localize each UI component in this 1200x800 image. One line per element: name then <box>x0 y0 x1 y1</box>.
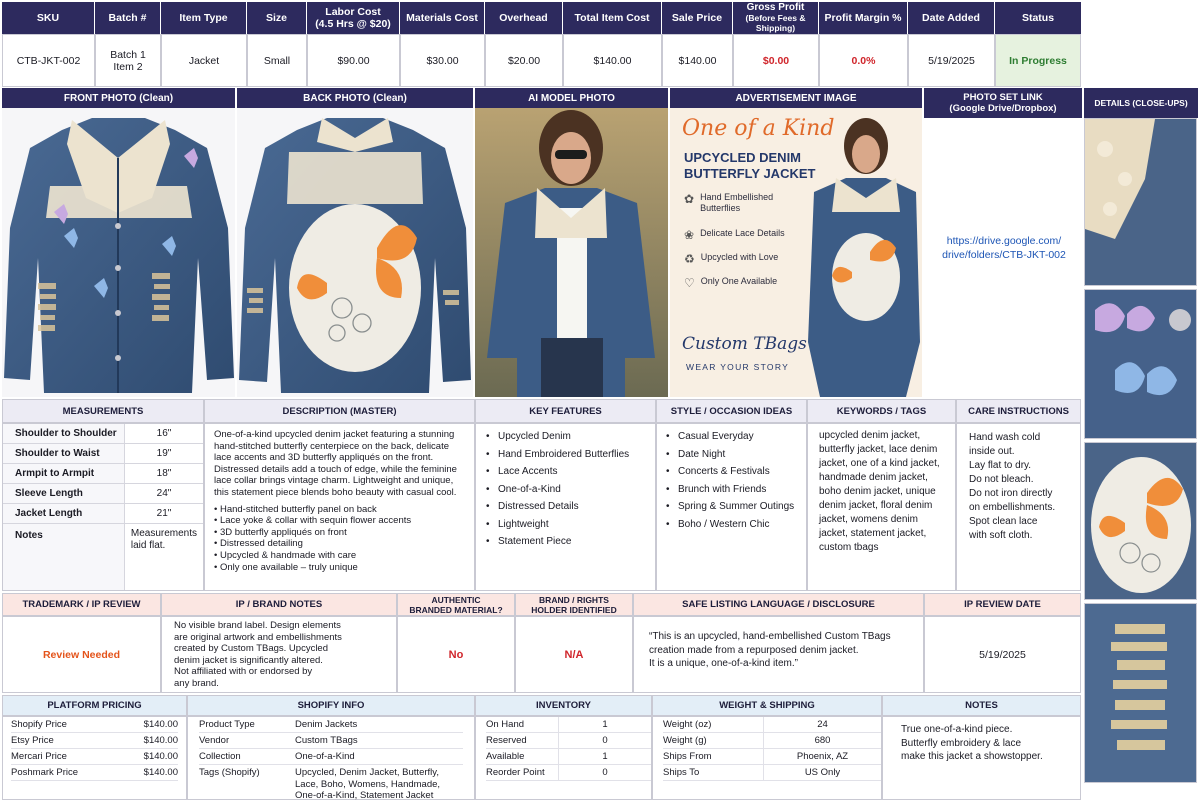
ai-model-illustration <box>475 108 668 397</box>
inventory-value: 1 <box>558 749 651 764</box>
value-status[interactable]: In Progress <box>995 34 1081 87</box>
value-size: Small <box>247 34 307 87</box>
ad-feature <box>684 276 812 300</box>
authentic-header-line2: BRANDED MATERIAL? <box>409 604 503 615</box>
key-feature-item: • Lightweight <box>486 519 645 530</box>
front-photo-header: FRONT PHOTO (Clean) <box>2 88 235 108</box>
shipping-value: US Only <box>763 765 881 780</box>
rights-header-line2: HOLDER IDENTIFIED <box>531 604 617 615</box>
shopify-table <box>187 716 475 800</box>
key-features-cell <box>475 423 656 591</box>
notes-header: NOTES <box>882 695 1081 716</box>
description-bullet: • Only one available – truly unique <box>214 561 358 573</box>
care-line: with soft cloth. <box>969 530 1033 541</box>
recycle-icon: ♻ <box>684 252 695 266</box>
style-idea-item: • Boho / Western Chic <box>666 519 797 530</box>
ad-feature-label: Upcycled with Love <box>700 252 779 262</box>
measurement-value: 21" <box>156 508 172 519</box>
rights-value[interactable]: N/A <box>515 616 633 693</box>
shipping-value: 24 <box>763 717 881 732</box>
header-size: Size <box>247 2 306 34</box>
pricing-value: $140.00 <box>143 719 178 730</box>
description-bullet: • 3D butterfly appliqués on front <box>214 526 347 538</box>
style-idea-item: • Casual Everyday <box>666 431 797 442</box>
description-bullet: • Distressed detailing <box>214 538 303 550</box>
value-batch <box>95 34 161 87</box>
shopify-row <box>199 717 463 733</box>
key-feature-item: • Distressed Details <box>486 501 645 512</box>
pricing-row <box>11 749 178 765</box>
header-materials-cost: Materials Cost <box>400 2 484 34</box>
shopify-tags-line: Lace, Boho, Womens, Handmade, <box>295 778 441 790</box>
measurement-notes-label: Notes <box>3 524 125 590</box>
measurement-row <box>3 484 203 504</box>
ad-feature <box>684 228 812 252</box>
pricing-value: $140.00 <box>143 767 178 778</box>
ad-feature <box>684 252 812 276</box>
inventory-table <box>475 716 652 800</box>
ad-image-header: ADVERTISEMENT IMAGE <box>670 88 922 108</box>
pricing-label: Shopify Price <box>11 719 67 730</box>
photo-set-header-label: PHOTO SET LINK <box>963 92 1043 103</box>
front-photo[interactable] <box>2 108 235 397</box>
measurement-label: Sleeve Length <box>3 484 125 503</box>
authentic-header-line1: AUTHENTIC <box>431 594 481 605</box>
photo-set-header <box>924 88 1082 118</box>
details-header: DETAILS (CLOSE-UPS) <box>1084 88 1198 118</box>
shopify-tags-line: One-of-a-Kind, Statement Jacket <box>295 790 434 800</box>
shopify-row <box>199 749 463 765</box>
shopify-value: Denim Jackets <box>295 719 358 730</box>
ip-notes-cell <box>161 616 397 693</box>
header-status: Status <box>995 2 1081 34</box>
style-ideas-cell <box>656 423 807 591</box>
value-materials-cost: $30.00 <box>400 34 485 87</box>
shipping-row <box>663 765 881 781</box>
ip-review-date-header: IP REVIEW DATE <box>924 593 1081 616</box>
ad-title-line2: BUTTERFLY JACKET <box>684 166 816 181</box>
back-photo[interactable] <box>237 108 473 397</box>
header-date-added: Date Added <box>908 2 994 34</box>
description-bullet: • Lace yoke & collar with sequin flower accents <box>214 515 412 527</box>
value-sale-price: $140.00 <box>662 34 733 87</box>
value-gross-profit: $0.00 <box>733 34 819 87</box>
authentic-value[interactable]: No <box>397 616 515 693</box>
detail-photo-butterflies[interactable] <box>1084 289 1197 439</box>
rights-header-line1: BRAND / RIGHTS <box>539 594 609 605</box>
shopify-label: Collection <box>199 751 241 762</box>
value-profit-margin: 0.0% <box>819 34 908 87</box>
measurement-row <box>3 504 203 524</box>
care-line: Spot clean lace <box>969 516 1038 527</box>
inventory-header: INVENTORY <box>475 695 652 716</box>
inventory-value: 0 <box>558 765 651 780</box>
ip-notes-header: IP / BRAND NOTES <box>161 593 397 616</box>
shopify-tags-value <box>295 767 440 800</box>
value-date-added: 5/19/2025 <box>908 34 995 87</box>
photo-set-link[interactable] <box>934 234 1074 262</box>
ad-feature-label: Hand Embellished <box>700 192 774 202</box>
shopify-header: SHOPIFY INFO <box>187 695 475 716</box>
header-labor-cost-sub: (4.5 Hrs @ $20) <box>315 18 391 30</box>
header-batch: Batch # <box>95 2 160 34</box>
notes-line: Butterfly embroidery & lace <box>901 737 1022 749</box>
ip-notes-line: created by Custom TBags. Upcycled <box>174 643 329 655</box>
butterfly-icon: ✿ <box>684 192 695 206</box>
photo-set-link-line1[interactable]: https://drive.google.com/ <box>946 235 1062 247</box>
header-labor-cost-label: Labor Cost <box>325 6 381 18</box>
safe-listing-header: SAFE LISTING LANGUAGE / DISCLOSURE <box>633 593 924 616</box>
detail-photo-lace[interactable] <box>1084 118 1197 286</box>
ad-title-line1: UPCYCLED DENIM <box>684 150 802 165</box>
ad-brand: Custom TBags <box>682 334 807 354</box>
value-labor-cost: $90.00 <box>307 34 400 87</box>
header-labor-cost <box>307 2 399 34</box>
back-jacket-illustration <box>237 108 473 397</box>
description-bullet-text: Hand-stitched butterfly panel on back <box>219 503 377 515</box>
style-idea-item: • Brunch with Friends <box>666 484 797 495</box>
header-profit-margin: Profit Margin % <box>819 2 907 34</box>
style-idea-item: • Concerts & Festivals <box>666 466 797 477</box>
ai-model-photo-header: AI MODEL PHOTO <box>475 88 668 108</box>
ad-model-illustration <box>806 112 920 397</box>
shopify-tags-label: Tags (Shopify) <box>199 767 260 778</box>
notes-line: True one-of-a-kind piece. <box>901 724 1013 735</box>
style-idea-item: • Spring & Summer Outings <box>666 501 797 512</box>
shipping-table <box>652 716 882 800</box>
inventory-value: 1 <box>558 717 651 732</box>
ad-tagline: WEAR YOUR STORY <box>686 362 790 372</box>
measurement-label: Jacket Length <box>3 504 125 523</box>
header-overhead: Overhead <box>485 2 562 34</box>
safe-listing-line: “This is an upcycled, hand-embellished Custom TBags <box>649 631 891 642</box>
shipping-header: WEIGHT & SHIPPING <box>652 695 882 716</box>
pricing-label: Mercari Price <box>11 751 67 762</box>
shopify-label: Product Type <box>199 719 255 730</box>
key-features-header: KEY FEATURES <box>475 399 656 423</box>
inventory-row <box>486 749 651 765</box>
pricing-label: Etsy Price <box>11 735 54 746</box>
shopify-tags-row <box>199 765 463 800</box>
shipping-row <box>663 717 881 733</box>
ai-model-photo[interactable] <box>475 108 668 397</box>
authentic-header <box>397 593 515 616</box>
key-feature-item: • Hand Embroidered Butterflies <box>486 449 645 460</box>
pricing-value: $140.00 <box>143 735 178 746</box>
description-bullet-text: Only one available – truly unique <box>219 561 358 573</box>
butterflies-detail-illustration <box>1085 290 1197 439</box>
ip-notes-line: are original artwork and embellishments <box>174 631 342 643</box>
care-header: CARE INSTRUCTIONS <box>956 399 1081 423</box>
ad-feature-list <box>684 192 812 300</box>
value-sku: CTB-JKT-002 <box>2 34 95 87</box>
trademark-header: TRADEMARK / IP REVIEW <box>2 593 161 616</box>
key-features-list <box>486 431 645 547</box>
shipping-value: Phoenix, AZ <box>763 749 881 764</box>
ip-notes-line: denim jacket is significantly altered. <box>174 654 323 666</box>
care-line: inside out. <box>969 446 1015 457</box>
photo-set-link-line2[interactable]: drive/folders/CTB-JKT-002 <box>942 249 1066 261</box>
pricing-table <box>2 716 187 800</box>
safe-listing-cell <box>633 616 924 693</box>
style-ideas-list <box>666 431 797 530</box>
ip-notes-line: No visible brand label. Design elements <box>174 620 341 631</box>
measurement-notes-value: Measurements laid flat. <box>130 528 197 551</box>
front-jacket-illustration <box>2 108 235 397</box>
key-feature-item: • Lace Accents <box>486 466 645 477</box>
care-line: Lay flat to dry. <box>969 460 1032 471</box>
shipping-value: 680 <box>763 733 881 748</box>
ip-notes-line: Not affiliated with or endorsed by <box>174 666 313 678</box>
pricing-value: $140.00 <box>143 751 178 762</box>
measurement-row <box>3 424 203 444</box>
measurement-row <box>3 464 203 484</box>
heart-icon: ♡ <box>684 276 695 290</box>
value-batch-line2: Item 2 <box>113 60 143 73</box>
inventory-row <box>486 717 651 733</box>
key-feature-item: • One-of-a-Kind <box>486 484 645 495</box>
ad-image[interactable] <box>670 108 922 397</box>
key-feature-item: • Statement Piece <box>486 536 645 547</box>
ad-script-title: One of a Kind <box>682 116 835 141</box>
pricing-label: Poshmark Price <box>11 767 79 778</box>
header-gross-profit-sub: (Before Fees & Shipping) <box>745 13 806 33</box>
value-overhead: $20.00 <box>485 34 563 87</box>
header-total-item-cost: Total Item Cost <box>563 2 661 34</box>
key-feature-item: • Upcycled Denim <box>486 431 645 442</box>
pricing-header: PLATFORM PRICING <box>2 695 187 716</box>
pricing-row <box>11 717 178 733</box>
measurement-notes-row <box>3 524 203 590</box>
inventory-label: Reorder Point <box>486 767 545 778</box>
ad-feature-label-2: Butterflies <box>700 203 741 213</box>
shipping-row <box>663 733 881 749</box>
safe-listing-line: creation made from a repurposed denim jacket. <box>649 644 859 656</box>
style-idea-item: • Date Night <box>666 449 797 460</box>
inventory-row <box>486 765 651 781</box>
header-sku: SKU <box>2 2 94 34</box>
notes-line: make this jacket a showstopper. <box>901 751 1043 762</box>
description-bullets <box>214 504 465 574</box>
description-body: One-of-a-kind upcycled denim jacket featuring a stunning hand-stitched butterfly centerpiece on the back, delicate lace accents and 3D butterfly appliqués on the front. Distressed details add a touch of edge, while the feminine lace collar brings vintage charm. Lightweight and unique, this statement piece blends boho beauty with casual cool. <box>214 429 457 498</box>
shipping-label: Ships From <box>663 751 712 762</box>
measurements-header: MEASUREMENTS <box>2 399 204 423</box>
shopify-label: Vendor <box>199 735 230 746</box>
pricing-row <box>11 733 178 749</box>
ad-feature <box>684 192 812 228</box>
measurement-label: Shoulder to Shoulder <box>3 424 125 443</box>
measurements-table <box>2 423 204 591</box>
keywords-header: KEYWORDS / TAGS <box>807 399 956 423</box>
measurement-value: 18" <box>156 468 172 479</box>
ip-notes-line: any brand. <box>174 677 219 689</box>
description-bullet-text: Distressed detailing <box>219 538 303 550</box>
shipping-row <box>663 749 881 765</box>
header-gross-profit-label: Gross Profit <box>746 2 805 13</box>
description-bullet: • Upcycled & handmade with care <box>214 549 357 561</box>
ad-feature-label: Only One Available <box>700 276 778 286</box>
inventory-label: On Hand <box>486 719 525 730</box>
pricing-row <box>11 765 178 781</box>
trademark-value[interactable]: Review Needed <box>2 616 161 693</box>
value-total-item-cost: $140.00 <box>563 34 662 87</box>
ad-feature-label: Delicate Lace Details <box>700 228 785 238</box>
flower-icon: ❀ <box>684 228 695 242</box>
header-sale-price: Sale Price <box>662 2 732 34</box>
description-bullet-text: Upcycled & handmade with care <box>219 549 357 561</box>
care-line: on embellishments. <box>969 502 1056 513</box>
detail-photo-distressed[interactable] <box>1084 603 1197 783</box>
style-ideas-header: STYLE / OCCASION IDEAS <box>656 399 807 423</box>
measurement-value: 24" <box>156 488 172 499</box>
shopify-value: Custom TBags <box>295 735 358 746</box>
care-line: Do not bleach. <box>969 474 1034 485</box>
measurement-label: Armpit to Armpit <box>3 464 125 483</box>
lace-detail-illustration <box>1085 119 1197 286</box>
measurement-value: 19" <box>156 448 172 459</box>
header-item-type: Item Type <box>161 2 246 34</box>
inventory-row <box>486 733 651 749</box>
safe-listing-line: It is a unique, one-of-a-kind item.” <box>649 658 798 669</box>
photo-set-header-sub: (Google Drive/Dropbox) <box>949 103 1057 114</box>
keywords-cell <box>807 423 956 591</box>
back-photo-header: BACK PHOTO (Clean) <box>237 88 473 108</box>
back-panel-detail-illustration <box>1085 443 1197 600</box>
photo-set-link-cell <box>924 118 1082 397</box>
description-cell <box>204 423 475 591</box>
measurement-label: Shoulder to Waist <box>3 444 125 463</box>
care-cell <box>956 423 1081 591</box>
description-bullet-text: 3D butterfly appliqués on front <box>219 526 347 538</box>
inventory-label: Reserved <box>486 735 527 746</box>
value-batch-line1: Batch 1 <box>110 48 146 61</box>
description-bullet-text: Lace yoke & collar with sequin flower accents <box>219 515 412 527</box>
detail-photo-back-panel[interactable] <box>1084 442 1197 600</box>
measurement-row <box>3 444 203 464</box>
value-item-type: Jacket <box>161 34 247 87</box>
shipping-label: Weight (g) <box>663 735 707 746</box>
shopify-value: One-of-a-Kind <box>295 751 355 762</box>
shipping-label: Weight (oz) <box>663 719 712 730</box>
keywords-text: upcycled denim jacket, butterfly jacket, lace denim jacket, one of a kind jacket, handmade denim jacket, boho denim jacket, unique denim jacket, floral denim jacket, womens denim jacket, statement jacket, custom tbags <box>819 430 940 553</box>
care-line: Hand wash cold <box>969 432 1041 443</box>
description-bullet: • Hand-stitched butterfly panel on back <box>214 503 377 515</box>
inventory-label: Available <box>486 751 525 762</box>
rights-header <box>515 593 633 616</box>
description-header: DESCRIPTION (MASTER) <box>204 399 475 423</box>
care-line: Do not iron directly <box>969 488 1053 499</box>
ip-review-date-value: 5/19/2025 <box>924 616 1081 693</box>
measurement-value: 16" <box>156 428 172 439</box>
header-gross-profit <box>733 2 818 34</box>
notes-cell <box>882 716 1081 800</box>
distressed-detail-illustration <box>1085 604 1197 783</box>
shipping-label: Ships To <box>663 767 700 778</box>
shopify-tags-line: Upcycled, Denim Jacket, Butterfly, <box>295 767 439 778</box>
shopify-row <box>199 733 463 749</box>
inventory-value: 0 <box>558 733 651 748</box>
